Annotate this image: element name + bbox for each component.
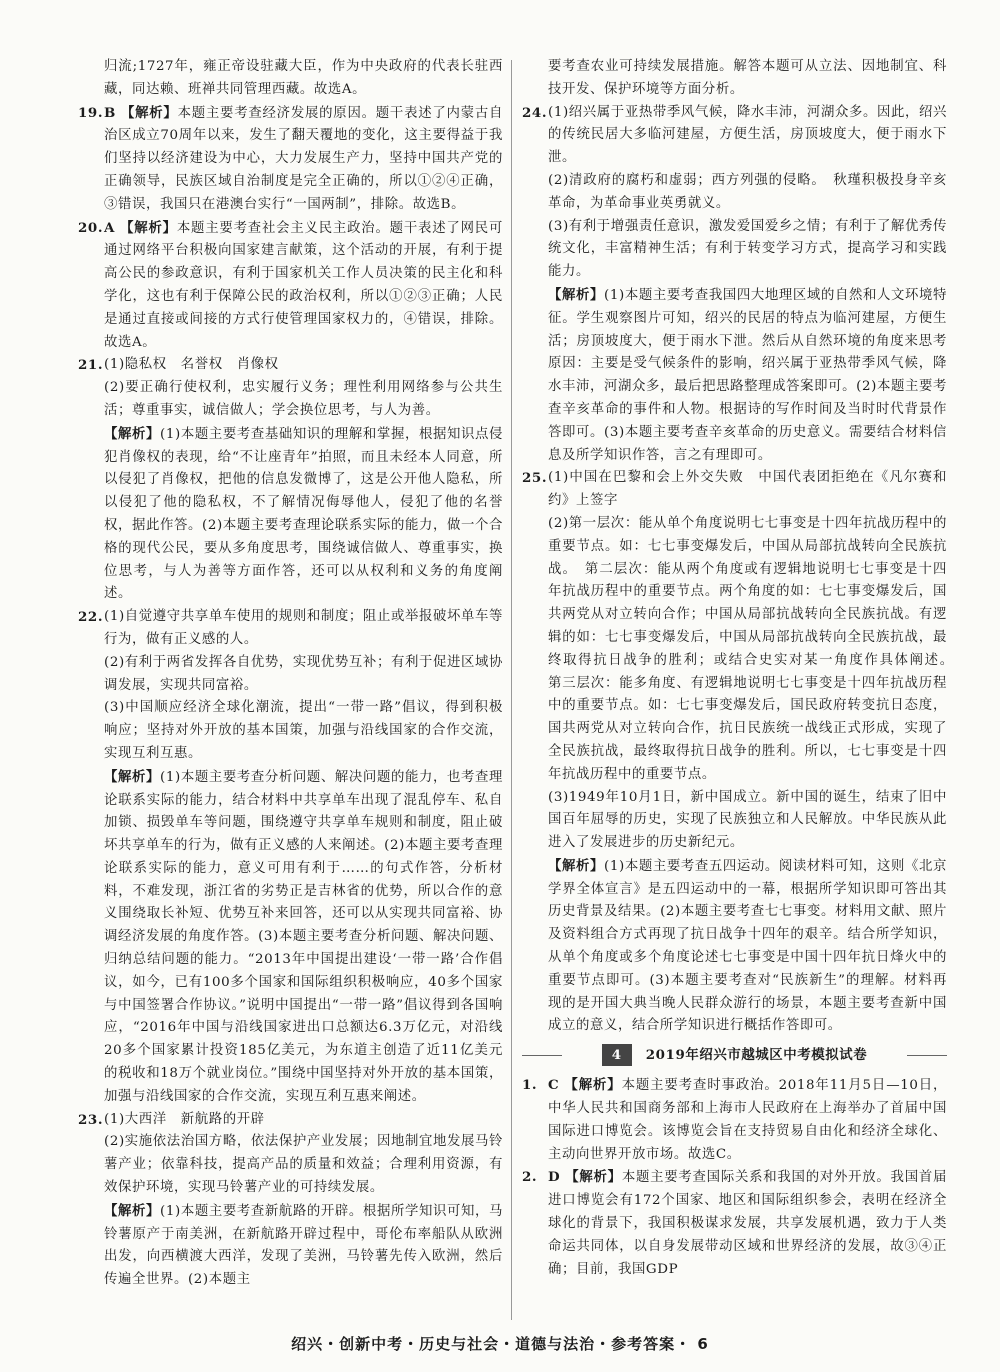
analysis-text: (1)本题主要考查我国四大地理区域的自然和人文环境特征。学生观察图片可知，绍兴的民居的特点为临河建屋，方便生活；房顶坡度大，便于雨水下泄。然后从自然环境的角度来思考原因：主要是受气候条件的影响，绍兴属于亚热带季风气候，降水丰沛，河湖众多，最后把思路整理成答案即可。(2)本题主要考查辛亥革命的事件和人物。根据诗的写作时间及当时时代背景作答即可。(3)本题主要考查辛亥革命的历史意义。需要结合材料信息及所学知识作答，言之有理即可。 [548, 287, 947, 463]
answer-part-2: (2)要正确行使权利，忠实履行义务；理性利用网络参与公共生活；尊重事实，诚信做人；学会换位思考，与人为善。 [104, 380, 503, 418]
answer-letter: A [104, 219, 115, 236]
left-column [78, 56, 503, 1292]
answer-part-1: (1)大西洋 新航路的开辟 [104, 1111, 265, 1127]
answer-letter: B [104, 104, 116, 121]
question-24 [522, 102, 947, 468]
column-divider [511, 60, 512, 1320]
analysis-tag: 【解析】 [548, 286, 605, 303]
analysis-tag: 【解析】 [104, 768, 161, 785]
analysis-text: 本题主要考查经济发展的原因。题干表述了内蒙古自治区成立70周年以来，发生了翻天覆地的变化，这主要得益于我们坚持以经济建设为中心，大力发展生产力，坚持中国共产党的正确领导，民族区域自治制度是完全正确的，所以①②④正确，③错误，我国只在港澳台实行“一国两制”，排除。故选B。 [104, 105, 503, 212]
analysis-tag: 【解析】 [548, 857, 605, 874]
analysis-text: (1)本题主要考查基础知识的理解和掌握，根据知识点侵犯肖像权的表现，给“不让座青年”拍照，而且未经本人同意，所以侵犯了肖像权，把他的信息发微博了，这是公开他人隐私，所以侵犯了他的隐私权，不了解情况侮辱他人，侵犯了他的名誉权，据此作答。(2)本题主要考查理论联系实际的能力，做一个合格的现代公民，要从多角度思考，围绕诚信做人、尊重事实，换位思考，与人为善等方面作答，还可以从权利和义务的角度阐述。 [104, 426, 503, 602]
q18-continuation: 归流;1727年，雍正帝设驻藏大臣，作为中央政府的代表长驻西藏，同达赖、班禅共同管理西藏。故选A。 [104, 59, 503, 97]
answer-part-2: (2)清政府的腐朽和虚弱；西方列强的侵略。 秋瑾积极投身辛亥革命，为革命事业英勇就义。 [548, 172, 947, 211]
question-number: 24. [522, 104, 548, 121]
analysis-tag: 【解析】 [104, 1202, 161, 1219]
answer-part-1: (1)隐私权 名誉权 肖像权 [104, 357, 279, 373]
answer-part-1: (1)自觉遵守共享单车使用的规则和制度；阻止或举报破坏单车等行为，做有正义感的人。 [104, 609, 503, 647]
question-20 [78, 217, 503, 355]
analysis-text: 本题主要考查时事政治。2018年11月5日—10日，中华人民共和国商务部和上海市人民政府在上海举办了首届中国国际进口博览会。该博览会旨在支持贸易自由化和经济全球化、主动向世界开放市场。故选C。 [548, 1078, 948, 1162]
question-number: 22. [78, 609, 104, 626]
analysis-tag: 【解析】 [565, 1169, 622, 1186]
section-title: 2019年绍兴市越城区中考模拟试卷 [645, 1047, 868, 1064]
analysis-text: (1)本题主要考查分析问题、解决问题的能力，也考查理论联系实际的能力，结合材料中共享单车出现了混乱停车、私自加锁、损毁单车等问题，围绕遵守共享单车规则和制度，阻止破坏共享单车的行为，做有正义感的人来阐述。(2)本题主要考查理论联系实际的能力，意义可用有利于……的句式作答，分析材料，不难发现，浙江省的劣势正是吉林省的优势，所以合作的意义围绕取长补短、优势互补来回答，还可以从实现共同富裕、协调经济发展的角度作答。(3)本题主要考查分析问题、解决问题、归纳总结问题的能力。“2013年中国提出建设‘一带一路’合作倡议，如今，已有100多个国家和国际组织积极响应，40多个国家与中国签署合作协议。”说明中国提出“一带一路”倡议得到各国响应，“2016年中国与沿线国家进出口总额达6.3万亿元，对沿线20多个国家累计投资185亿美元，为东道主创造了近11亿美元的税收和18万个就业岗位。”围绕中国坚持对外开放的基本国策，加强与沿线国家的合作交流，实现互利互惠来阐述。 [104, 769, 503, 1104]
question-23 [78, 1109, 503, 1292]
analysis-text: 本题主要考查国际关系和我国的对外开放。我国首届进口博览会有172个国家、地区和国际组织参会，表明在经济全球化的背景下，我国积极谋求发展，共享发展机遇，致力于人类命运共同体，以自身发展带动区域和世界经济的发展，故③④正确；目前，我国GDP [548, 1170, 947, 1277]
answer-part-3: (3)1949年10月1日，新中国成立。新中国的诞生，结束了旧中国百年屈辱的历史，实现了民族独立和人民解放。中华民族从此进入了发展进步的历史新纪元。 [548, 789, 947, 851]
answer-part-3: (3)有利于增强责任意识，激发爱国爱乡之情；有利于了解优秀传统文化，丰富精神生活；有利于转变学习方式，提高学习和实践能力。 [548, 218, 947, 280]
answer-part-1: (1)绍兴属于亚热带季风气候，降水丰沛，河湖众多。因此，绍兴的传统民居大多临河建屋，方便生活，房顶坡度大，便于雨水下泄。 [548, 104, 947, 166]
question-number: 2. [522, 1169, 538, 1186]
answer-part-2: (2)实施依法治国方略，依法保护产业发展；因地制宜地发展马铃薯产业；依靠科技，提高产品的质量和效益；合理利用资源，有效保护环境，实现马铃薯产业的可持续发展。 [104, 1134, 503, 1196]
question-number: 25. [522, 470, 548, 487]
question-number: 1. [522, 1077, 538, 1094]
section-number: 4 [602, 1044, 632, 1066]
answer-part-1: (1)中国在巴黎和会上外交失败 中国代表团拒绝在《凡尔赛和约》上签字 [548, 470, 947, 509]
answer-part-2: (2)第一层次：能从单个角度说明七七事变是十四年抗战历程中的重要节点。如：七七事变爆发后，中国从局部抗战转向全民族抗战。 第二层次：能从两个角度或有逻辑地说明七七事变是十四年抗战历程中的重要节点。两个角度的如：七七事变爆发后，国共两党从对立转向合作；中国从局部抗战转向全民族抗战。有逻辑的如：七七事变爆发后，中国从局部抗战转向全民族抗战，最终取得抗日战争的胜利；或结合史实对某一角度作具体阐述。 第三层次：能多角度、有逻辑地说明七七事变是十四年抗战历程中的重要节点。如：七七事变爆发后，国民政府转变抗日态度，国共两党从对立转向合作，抗日民族统一战线正式形成，实现了全民族抗战，最终取得抗日战争的胜利。所以，七七事变是十四年抗战历程中的重要节点。 [548, 515, 961, 782]
analysis-tag: 【解析】 [564, 1077, 622, 1094]
answer-part-3: (3)中国顺应经济全球化潮流，提出“一带一路”倡议，得到积极响应；坚持对外开放的基本国策，加强与沿线国家的合作交流，实现互利互惠。 [104, 700, 503, 761]
question-number: 23. [78, 1111, 104, 1128]
question-number: 21. [78, 357, 104, 374]
answer-letter: C [548, 1077, 560, 1094]
question-22 [78, 606, 503, 1109]
right-column [522, 56, 961, 1281]
answer-part-2: (2)有利于两省发挥各自优势，实现优势互补；有利于促进区域协调发展，实现共同富裕。 [104, 654, 503, 693]
answer-letter: D [548, 1169, 561, 1186]
analysis-text: (1)本题主要考查五四运动。阅读材料可知，这则《北京学界全体宣言》是五四运动中的一幕，根据所学知识即可答出其历史背景及结果。(2)本题主要考查七七事变。材料用文献、照片及资料组合方式再现了抗日战争十四年的艰辛。结合所学知识，从单个角度或多个角度论述七七事变是中国十四年抗日烽火中的重要节点即可。(3)本题主要考查对“民族新生”的理解。材料再现的是开国大典当晚人民群众游行的场景，本题主要考查新中国成立的意义，结合所学知识进行概括作答即可。 [548, 858, 947, 1034]
section-question-2 [522, 1166, 947, 1281]
q23-continuation: 要考查农业可持续发展措施。解答本题可从立法、因地制宜、科技开发、保护环境等方面分析。 [548, 59, 947, 97]
section-question-1 [522, 1074, 947, 1166]
analysis-tag: 【解析】 [104, 425, 161, 442]
question-25 [522, 467, 961, 1038]
page-footer: 绍兴・创新中考・历史与社会・道德与法治・参考答案・ 6 [291, 1335, 709, 1353]
question-19 [78, 102, 503, 217]
analysis-text: 本题主要考查社会主义民主政治。题干表述了网民可通过网络平台积极向国家建言献策，这个活动的开展，有利于提高公民的参政意识，有利于国家机关工作人员决策的民主化和科学化，这也有利于保障公民的政治权利，所以①②③正确；人民是通过直接或间接的方式行使管理国家权力的，④错误，排除。故选A。 [104, 220, 503, 350]
section-header [522, 1044, 947, 1068]
question-21 [78, 354, 503, 606]
analysis-tag: 【解析】 [120, 104, 178, 121]
question-number: 20. [78, 219, 104, 236]
analysis-text: (1)本题主要考查新航路的开辟。根据所学知识可知，马铃薯原产于南美洲，在新航路开辟过程中，哥伦布率船队从欧洲出发，向西横渡大西洋，发现了美洲，马铃薯先传入欧洲，然后传遍全世界。(2)本题主 [104, 1203, 503, 1288]
analysis-tag: 【解析】 [120, 219, 177, 236]
question-number: 19. [78, 104, 104, 121]
